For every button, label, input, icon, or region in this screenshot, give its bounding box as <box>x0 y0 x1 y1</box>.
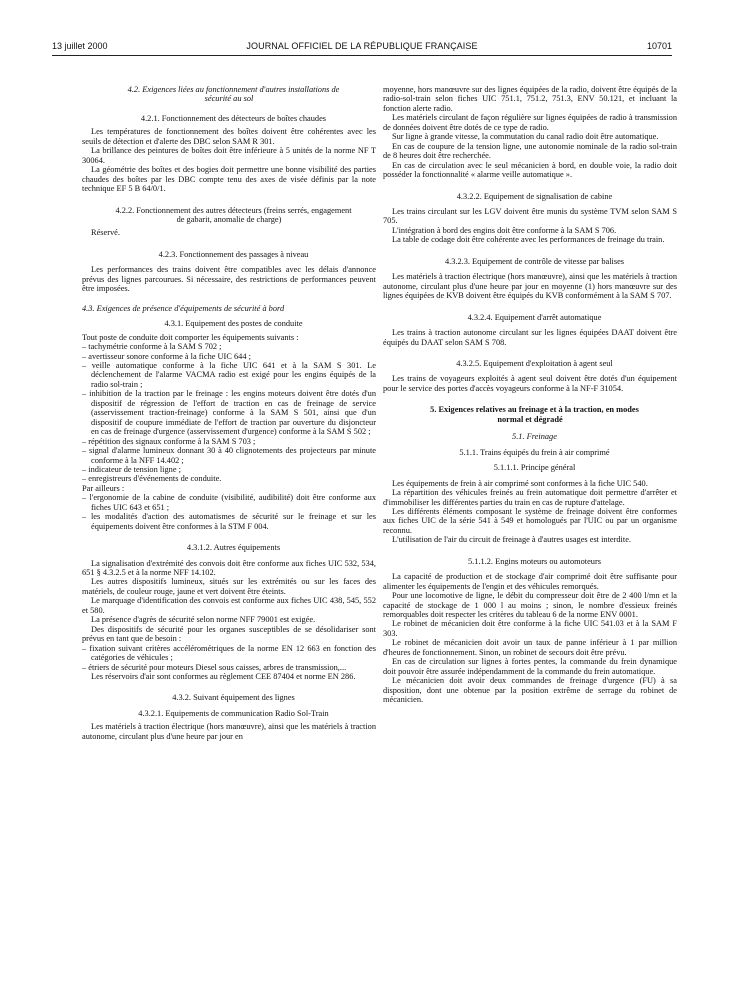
list-item: – inhibition de la traction par le freinage : les engins moteurs doivent être dotés d'un dispositif de régression de l'effort de traction en cas de freinage de service (asservissement traction-freinage) conforme à la SAM S 501, ainsi que d'un dispositif de coupure immédiate de l'effort de traction par ouverture du disjoncteur en cas de freinage d'urgence (asservissement d'urgence) conforme à la SAM S 502 ; <box>82 389 376 437</box>
paragraph: La présence d'agrès de sécurité selon norme NFF 79001 est exigée. <box>91 615 316 625</box>
paragraph: Les trains de voyageurs exploités à agent seul doivent être dotés d'un équipement pour le service des portes d'accès voyageurs conforme à la NF-F 31054. <box>383 374 677 393</box>
paragraph: Pour une locomotive de ligne, le débit du compresseur doit être de 2 400 l/mn et la capacité de stockage de 1 000 l au moins ; sinon, le nombre d'essieux freinés remorquables doit respecter les critères du tableau 6 de la norme ENV 0001. <box>383 591 677 620</box>
other-requirements-list <box>82 493 376 531</box>
subsection-heading: 4.3.2. Suivant équipement des lignes <box>172 693 295 703</box>
paragraph: En cas de circulation sur lignes à fortes pentes, la commande du frein dynamique doit pouvoir être assurée indépendamment de la commande du frein automatique. <box>383 657 677 676</box>
paragraph: La capacité de production et de stockage d'air comprimé doit être suffisante pour alimenter les équipements de l'engin et des véhicules remorqués. <box>383 572 677 591</box>
paragraph: Les trains à traction autonome circulant sur les lignes équipées DAAT doivent être équipés du DAAT selon SAM S 708. <box>383 328 677 347</box>
paragraph: L'intégration à bord des engins doit être conforme à la SAM S 706. <box>392 225 617 235</box>
paragraph: Le robinet de mécanicien doit être conforme à la fiche UIC 541.03 et à la SAM F 303. <box>383 619 677 638</box>
list-item: – enregistreurs d'événements de conduite. <box>82 474 222 484</box>
paragraph: Par ailleurs : <box>82 483 125 493</box>
paragraph: Sur ligne à grande vitesse, la commutation du canal radio doit être automatique. <box>392 132 659 142</box>
header-date: 13 juillet 2000 <box>52 41 108 51</box>
right-column <box>383 85 677 705</box>
list-item: – fixation suivant critères accélérométriques de la norme EN 12 663 en fonction des catégories de véhicules ; <box>82 643 376 663</box>
paragraph: Tout poste de conduite doit comporter les équipements suivants : <box>82 332 299 342</box>
subsection-heading: 4.2.3. Fonctionnement des passages à niveau <box>158 249 309 259</box>
section-heading-5: 5. Exigences relatives au freinage et à la traction, en modes normal et dégradé <box>430 405 639 424</box>
left-column <box>82 85 376 741</box>
list-item: – veille automatique conforme à la fiche UIC 641 et à la SAM S 301. Le déclenchement de l'alarme VACMA radio est exigé pour les engins équipés de la radio sol-train ; <box>82 360 376 389</box>
subsection-heading: 4.3.2.2. Equipement de signalisation de cabine <box>456 191 613 201</box>
list-item: – les modalités d'action des automatismes de sécurité sur le freinage et sur les équipements doivent être conformes à la STM F 004. <box>82 512 376 531</box>
list-item: – l'ergonomie de la cabine de conduite (visibilité, audibilité) doit être conforme aux fiches UIC 643 et 651 ; <box>82 493 376 512</box>
section-heading-5-1: 5.1. Freinage <box>512 432 557 442</box>
subsection-heading: 5.1.1. Trains équipés du frein à air comprimé <box>459 447 610 457</box>
section-heading-4-2: 4.2. Exigences liées au fonctionnement d'autres installations de sécurité au sol <box>127 85 340 104</box>
equipment-list <box>82 342 376 484</box>
paragraph: Les matériels circulant de façon régulière sur lignes équipées de radio à transmission de données doivent être dotés de ce type de radio. <box>383 113 677 132</box>
paragraph: Les matériels à traction électrique (hors manœuvre), ainsi que les matériels à traction autonome, circulant plus d'une heure par jour en moyenne (1) hors manœuvre sur des lignes équipées de KVB doivent être équipés du KVB conformément à la SAM S 707. <box>383 272 677 301</box>
list-item: – répétition des signaux conforme à la SAM S 703 ; <box>82 436 256 446</box>
list-item: – étriers de sécurité pour moteurs Diesel sous caisses, arbres de transmission,... <box>82 662 347 672</box>
header-page-number: 10701 <box>646 41 672 51</box>
paragraph: La géométrie des boîtes et des bogies doit permettre une bonne visibilité des parties chaudes des boîtes par les DBC compte tenu des axes de visée définis par la note technique EF 5 B 64/0/1. <box>82 165 376 194</box>
subsection-heading: 4.3.2.1. Equipements de communication Radio Sol-Train <box>138 708 329 718</box>
paragraph: Les équipements de frein à air comprimé sont conformes à la fiche UIC 540. <box>392 478 648 488</box>
header-journal-title: JOURNAL OFFICIEL DE LA RÉPUBLIQUE FRANÇAISE <box>246 41 478 51</box>
list-item: – indicateur de tension ligne ; <box>82 464 181 474</box>
subsection-heading: 4.3.1. Equipement des postes de conduite <box>164 319 303 329</box>
subsection-heading: 4.3.1.2. Autres équipements <box>186 543 281 553</box>
subsection-heading: 4.2.2. Fonctionnement des autres détecteurs (freins serrés, engagement de gabarit, anomalie de charge) <box>115 205 352 224</box>
list-item: – avertisseur sonore conforme à la fiche UIC 644 ; <box>82 351 251 361</box>
list-item: – tachymétrie conforme à la SAM S 702 ; <box>82 342 222 352</box>
paragraph: En cas de circulation avec le seul mécanicien à bord, en double voie, la radio doit posséder la fonctionnalité « alarme veille automatique ». <box>383 160 677 180</box>
paragraph: La répartition des véhicules freinés au frein automatique doit permettre d'arrêter et d'immobiliser les différentes parties du train en cas de rupture d'attelage. <box>383 488 677 507</box>
subsection-heading: 5.1.1.2. Engins moteurs ou automoteurs <box>467 556 602 566</box>
paragraph: Les trains circulant sur les LGV doivent être munis du système TVM selon SAM S 705. <box>383 206 677 226</box>
subsection-heading: 4.2.1. Fonctionnement des détecteurs de boîtes chaudes <box>140 113 327 123</box>
subsection-heading: 4.3.2.3. Equipement de contrôle de vitesse par balises <box>444 256 625 266</box>
paragraph: Le marquage d'identification des convois est conforme aux fiches UIC 438, 545, 552 et 580. <box>82 596 376 615</box>
safety-devices-list <box>82 644 376 672</box>
paragraph: Les autres dispositifs lumineux, situés sur les extrémités ou sur les faces des matériels, de couleur rouge, jaune et vert doivent être éteints. <box>82 577 376 596</box>
paragraph: Les performances des trains doivent être compatibles avec les délais d'annonce prévus des lignes parcourues. Si nécessaire, des restrictions de performances peuvent être imposées. <box>82 265 376 294</box>
header-rule <box>52 55 672 56</box>
paragraph: La table de codage doit être cohérente avec les performances de freinage du train. <box>392 235 665 245</box>
paragraph: Le mécanicien doit avoir deux commandes de freinage d'urgence (FU) à sa disposition, dont une obtenue par la position extrême de serrage du robinet de mécanicien. <box>383 676 677 705</box>
paragraph: En cas de coupure de la tension ligne, une autonomie nominale de la radio sol-train de 8 heures doit être recherchée. <box>383 141 677 161</box>
page-header <box>52 41 672 55</box>
paragraph: Le robinet de mécanicien doit avoir un taux de panne inférieur à 1 par million d'heures de fonctionnement. Sinon, un robinet de secours doit être prévu. <box>383 638 677 657</box>
subsection-heading: 4.3.2.5. Equipement d'exploitation à agent seul <box>456 358 613 368</box>
paragraph: L'utilisation de l'air du circuit de freinage à d'autres usages est interdite. <box>392 535 631 545</box>
paragraph: Les réservoirs d'air sont conformes au règlement CEE 87404 et norme EN 286. <box>91 672 356 682</box>
paragraph: Réservé. <box>91 228 120 238</box>
paragraph: La signalisation d'extrémité des convois doit être conforme aux fiches UIC 532, 534, 651 § 4.3.2.5 et à la norme NFF 14.102. <box>82 558 376 578</box>
section-heading-4-3: 4.3. Exigences de présence d'équipements de sécurité à bord <box>82 303 285 313</box>
paragraph: Des dispositifs de sécurité pour les organes susceptibles de se désolidariser sont prévus en tant que de besoin : <box>82 624 376 644</box>
subsection-heading: 4.3.2.4. Equipement d'arrêt automatique <box>467 312 602 322</box>
subsection-heading: 5.1.1.1. Principe général <box>493 463 576 473</box>
paragraph: Les différents éléments composant le système de freinage doivent être conformes aux fiches UIC de la série 541 à 549 et homologués par l'UIC ou par un organisme reconnu. <box>383 506 677 535</box>
paragraph: Les matériels à traction électrique (hors manœuvre), ainsi que les matériels à traction autonome, circulant plus d'une heure par jour en <box>82 722 376 741</box>
list-item: – signal d'alarme lumineux donnant 30 à 40 clignotements des projecteurs par minute conforme à la NFF 14.402 ; <box>82 446 376 465</box>
paragraph: Les températures de fonctionnement des boîtes doivent être cohérentes avec les seuils de détection et d'alerte des DBC selon SAM R 301. <box>82 127 376 146</box>
paragraph: moyenne, hors manœuvre sur des lignes équipées de la radio, doivent être équipés de la radio-sol-train selon fiches UIC 751.1, 751.2, 751.3, ENV 50.121, et incluant la fonction alerte radio. <box>383 85 677 113</box>
paragraph: La brillance des peintures de boîtes doit être inférieure à 5 unités de la norme NF T 30064. <box>82 146 376 165</box>
